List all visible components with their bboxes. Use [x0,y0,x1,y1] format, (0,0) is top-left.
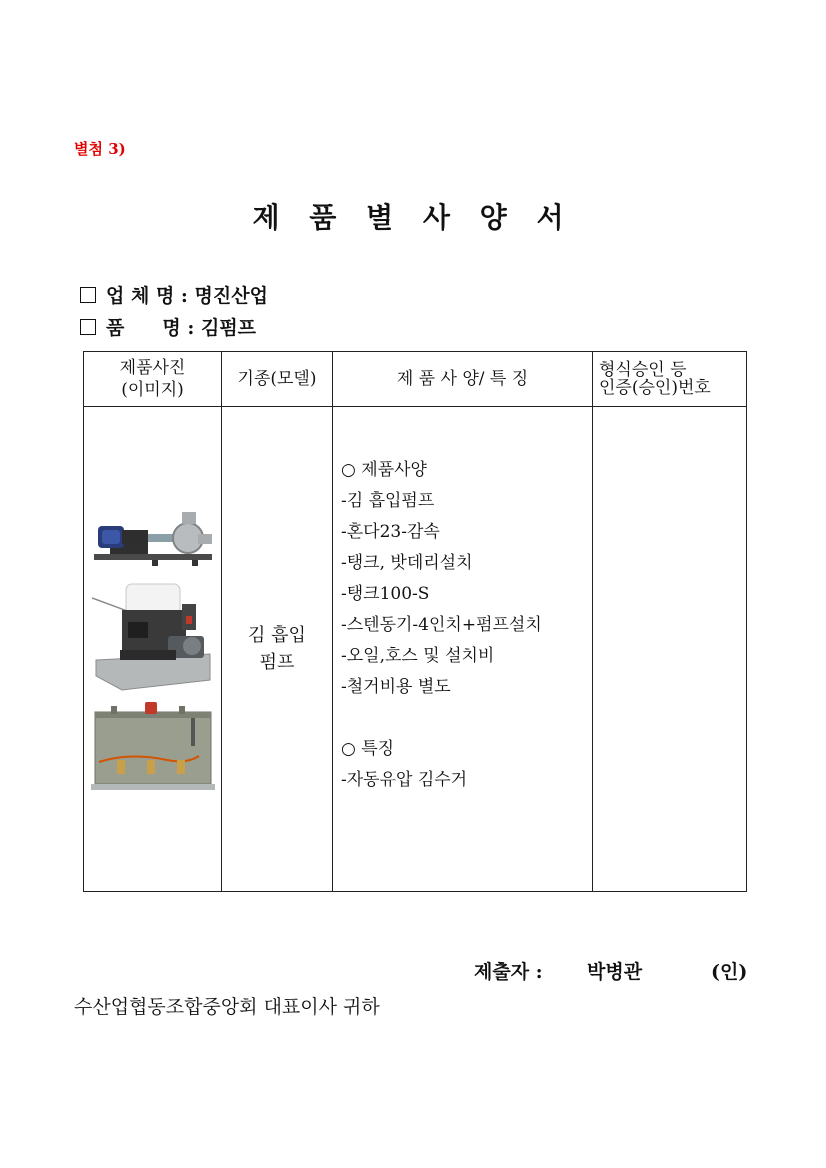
document-title: 제 품 별 사 양 서 [252,201,574,234]
cert-cell [593,407,747,892]
spec-item: -탱크100-S [341,584,430,604]
model-cell [222,407,333,892]
spec-table [83,351,747,892]
photo-cell [84,407,222,892]
feature-item: -자동유압 김수거 [341,770,468,790]
company-value: 명진산업 [194,285,268,307]
header-cert-line2: 인증(승인)번호 [599,378,711,398]
spec-item: -혼다23-감속 [341,522,440,542]
table-header-row [84,352,747,407]
model-line1: 김 흡입 [248,625,306,646]
attachment-label: 별첨 3) [74,140,126,158]
recipient-line: 수산업협동조합중앙회 대표이사 귀하 [74,996,380,1018]
feature-heading: ○ 특징 [341,739,395,759]
header-cert [593,352,747,407]
header-photo-line2: (이미지) [121,380,184,400]
product-label: 품 명 : [106,317,195,339]
company-label: 업 체 명 : [106,285,188,307]
table-row [84,407,747,892]
model-line2: 펌프 [259,652,295,673]
company-line [80,281,268,308]
submitter-label: 제출자 : [474,961,543,983]
product-line [80,313,256,340]
spec-cell [333,407,593,892]
pump-unit-image [92,506,214,572]
seal-mark: (인) [711,961,748,983]
header-photo [84,352,222,407]
spec-item: -오일,호스 및 설치비 [341,646,495,666]
checkbox-square-icon [80,287,96,303]
engine-pump-image [92,580,214,692]
header-model: 기종(모델) [222,352,333,407]
product-value: 김펌프 [200,317,257,339]
spacer [341,703,592,734]
spec-item: -탱크, 밧데리설치 [341,553,473,573]
checkbox-square-icon [80,319,96,335]
header-cert-line1: 형식승인 등 [599,360,687,380]
spec-heading: ○ 제품사양 [341,460,427,480]
spec-item: -김 흡입펌프 [341,491,435,511]
oil-tank-image [91,700,215,792]
header-photo-line1: 제품사진 [119,358,186,378]
submitter-line [474,957,748,984]
header-spec: 제 품 사 양/ 특 징 [333,352,593,407]
submitter-name: 박병관 [587,961,643,983]
spec-item: -스텐동기-4인치+펌프설치 [341,615,542,635]
spec-item: -철거비용 별도 [341,677,451,697]
